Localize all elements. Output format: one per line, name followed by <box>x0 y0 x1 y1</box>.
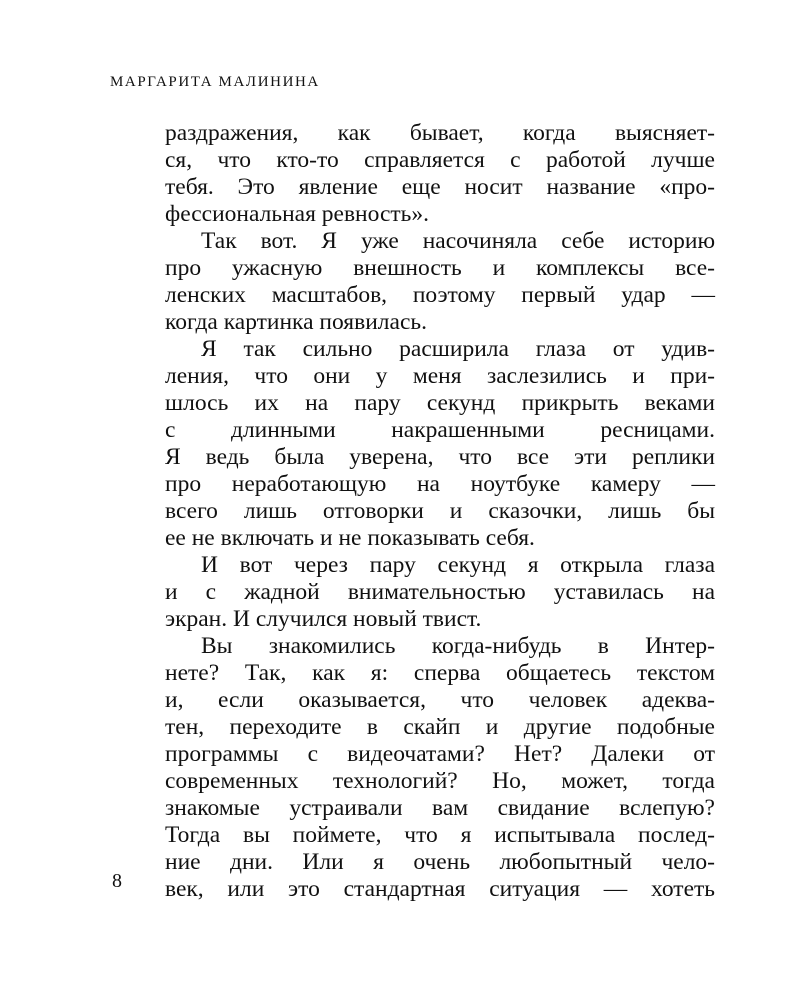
text-line: Вы знакомились когда-нибудь в Интер- <box>201 633 715 659</box>
body-text <box>165 120 715 903</box>
page-number: 8 <box>112 870 122 892</box>
text-line: И вот через пару секунд я открыла глаза <box>201 552 715 578</box>
text-line: про ужасную внешность и комплексы все- <box>165 255 715 281</box>
text-line: шлось их на пару секунд прикрыть веками <box>165 390 715 416</box>
text-line: и с жадной внимательностью уставилась на <box>165 579 715 605</box>
text-line: нете? Так, как я: сперва общаетесь текстом <box>165 660 715 686</box>
text-line: и, если оказывается, что человек адеква- <box>165 687 715 713</box>
text-line: ее не включать и не показывать себя. <box>165 525 535 551</box>
text-line: всего лишь отговорки и сказочки, лишь бы <box>165 498 715 524</box>
running-head: МАРГАРИТА МАЛИНИНА <box>110 74 320 90</box>
text-line: тен, переходите в скайп и другие подобные <box>165 714 715 740</box>
text-line: когда картинка появилась. <box>165 309 427 335</box>
text-line: современных технологий? Но, может, тогда <box>165 768 715 794</box>
text-line: раздражения, как бывает, когда выясняет- <box>165 120 715 146</box>
text-line: экран. И случился новый твист. <box>165 606 482 632</box>
text-line: Так вот. Я уже насочиняла себе историю <box>201 228 715 254</box>
text-line: с длинными накрашенными ресницами. <box>165 417 715 443</box>
text-line: Тогда вы поймете, что я испытывала послед- <box>165 822 715 848</box>
text-line: Я так сильно расширила глаза от удив- <box>201 336 715 362</box>
text-line: про неработающую на ноутбуке камеру — <box>165 471 715 497</box>
text-line: ние дни. Или я очень любопытный чело- <box>165 849 715 875</box>
text-line: ления, что они у меня заслезились и при- <box>165 363 715 389</box>
text-line: Я ведь была уверена, что все эти реплики <box>165 444 715 470</box>
text-line: ленских масштабов, поэтому первый удар — <box>165 282 715 308</box>
text-line: ся, что кто-то справляется с работой лучше <box>165 147 715 173</box>
text-line: знакомые устраивали вам свидание вслепую? <box>165 795 715 821</box>
text-line: фессиональная ревность». <box>165 201 430 227</box>
text-line: программы с видеочатами? Нет? Далеки от <box>165 741 715 767</box>
text-line: тебя. Это явление еще носит название «про- <box>165 174 715 200</box>
text-line: век, или это стандартная ситуация — хотеть <box>165 876 715 902</box>
